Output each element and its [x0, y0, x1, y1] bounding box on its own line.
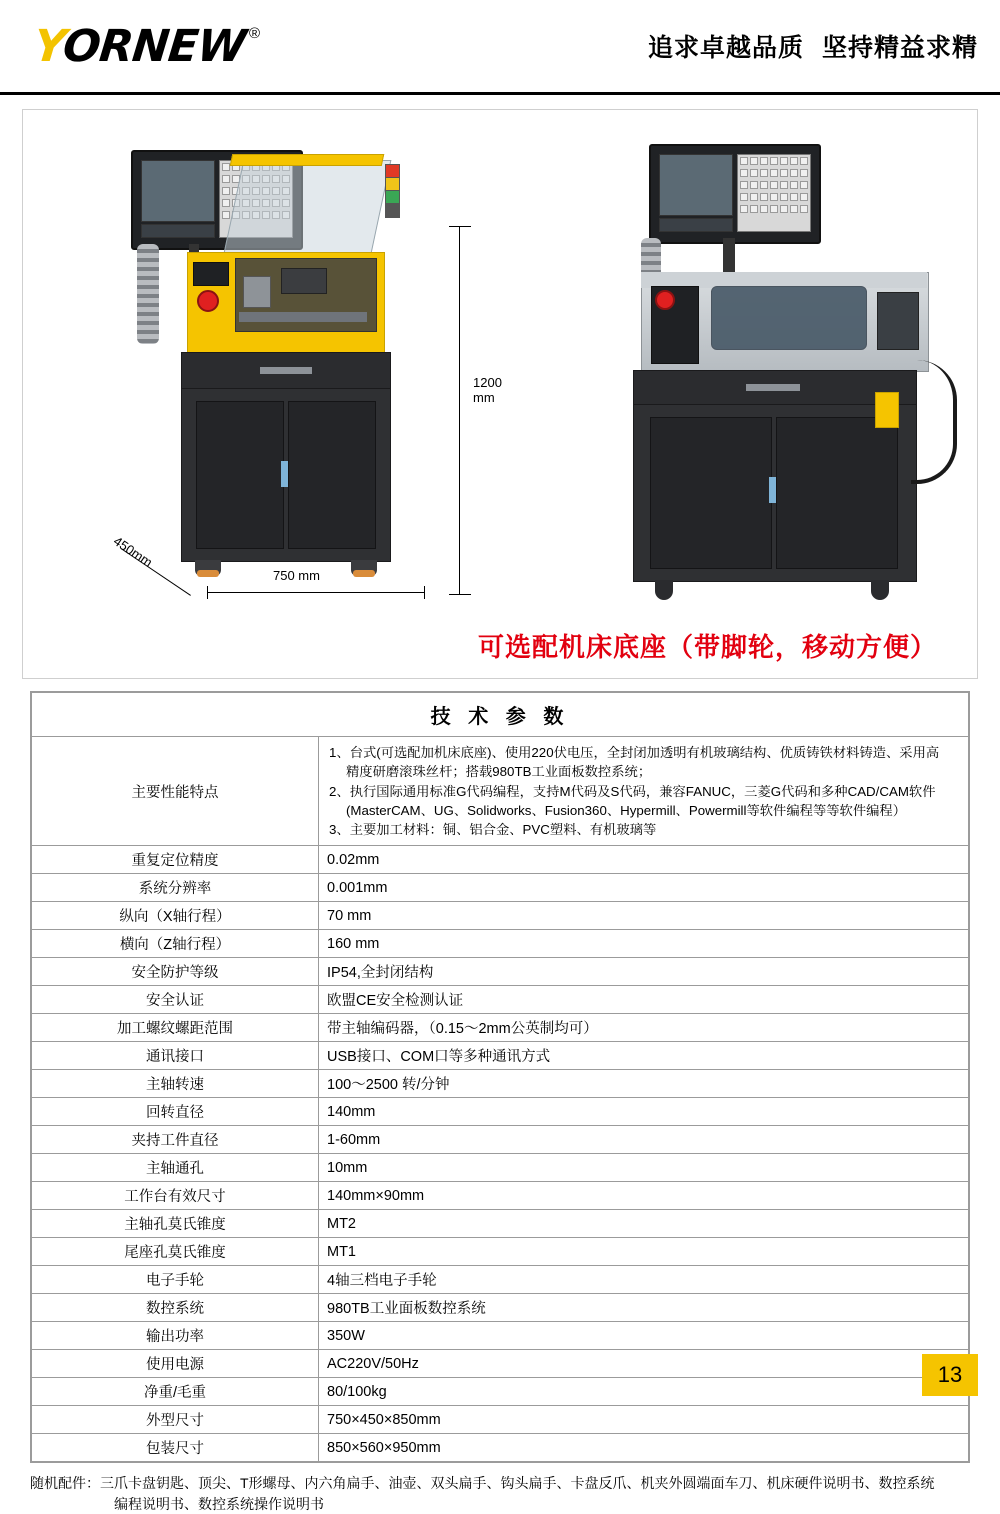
dim-label-height: 1200 mm — [473, 375, 502, 405]
cnc-screen-2 — [659, 154, 733, 216]
table-row — [32, 1350, 969, 1378]
spec-value: AC220V/50Hz — [319, 1350, 969, 1378]
spec-features-label: 主要性能特点 — [32, 737, 319, 846]
spec-value: MT2 — [319, 1210, 969, 1238]
spec-label: 使用电源 — [32, 1350, 319, 1378]
machine-base-cabinet-2 — [633, 404, 917, 582]
table-row — [32, 1434, 969, 1462]
spec-value: 0.02mm — [319, 846, 969, 874]
spec-value: 100～2500 转/分钟 — [319, 1070, 969, 1098]
spec-value: USB接口、COM口等多种通讯方式 — [319, 1042, 969, 1070]
spec-features-value — [319, 737, 969, 846]
logo-text-rest: ORNEW — [60, 20, 248, 72]
spec-value: 70 mm — [319, 902, 969, 930]
specifications-table — [30, 691, 970, 1463]
side-estop-box-2[interactable] — [875, 392, 899, 428]
drawer-handle-2[interactable] — [746, 384, 800, 391]
cnc-screen-1-strip — [141, 224, 215, 238]
spec-value: IP54,全封闭结构 — [319, 958, 969, 986]
feature-line-4: (MasterCAM、UG、Solidworks、Fusion360、Hypermill、Powermill等软件编程等等软件编程） — [346, 802, 907, 818]
control-plate-1 — [193, 262, 229, 286]
table-row — [32, 1322, 969, 1350]
monitor-arm-2 — [723, 238, 735, 276]
slogan-left: 追求卓越品质 — [647, 34, 804, 62]
spec-features-row — [32, 737, 969, 846]
cabinet-door-right-1[interactable] — [288, 401, 376, 549]
spec-value: 350W — [319, 1322, 969, 1350]
cabinet-door-right-2[interactable] — [776, 417, 898, 569]
machine-hood-glass-1 — [223, 160, 392, 258]
cnc-keypad-2 — [737, 154, 811, 232]
spec-label: 安全认证 — [32, 986, 319, 1014]
spec-value: 0.001mm — [319, 874, 969, 902]
spec-value: 980TB工业面板数控系统 — [319, 1294, 969, 1322]
table-row — [32, 902, 969, 930]
table-row — [32, 1294, 969, 1322]
spec-label: 输出功率 — [32, 1322, 319, 1350]
table-row — [32, 874, 969, 902]
cnc-screen-2-strip — [659, 218, 733, 232]
spec-label: 系统分辨率 — [32, 874, 319, 902]
spec-label: 工作台有效尺寸 — [32, 1182, 319, 1210]
dim-tick-height-bottom — [449, 594, 471, 595]
table-row — [32, 1238, 969, 1266]
spec-label: 数控系统 — [32, 1294, 319, 1322]
cnc-screen-1 — [141, 160, 215, 222]
power-cord-2 — [911, 360, 957, 484]
dim-label-width: 750 mm — [273, 568, 320, 583]
table-row — [32, 1406, 969, 1434]
dim-tick-width-left — [207, 586, 208, 599]
machine-base-cabinet-1 — [181, 388, 391, 562]
caster-wheel-right-2 — [871, 580, 889, 600]
dim-line-height — [459, 226, 460, 594]
leveling-foot-left-1 — [195, 560, 221, 576]
header-slogan — [648, 28, 978, 64]
accessories-line-2: 编程说明书、数控系统操作说明书 — [114, 1495, 324, 1512]
accessories-label: 随机配件： — [30, 1475, 100, 1492]
spec-label: 外型尺寸 — [32, 1406, 319, 1434]
spec-value: 750×450×850mm — [319, 1406, 969, 1434]
leveling-foot-right-1 — [351, 560, 377, 576]
emergency-stop-button-1[interactable] — [197, 290, 219, 312]
company-logo — [31, 20, 261, 72]
dim-tick-width-right — [424, 586, 425, 599]
spec-label: 安全防护等级 — [32, 958, 319, 986]
spec-value: 欧盟CE安全检测认证 — [319, 986, 969, 1014]
table-row — [32, 1042, 969, 1070]
logo-wordmark: YORNEW — [31, 20, 248, 72]
feature-line-1: 1、台式(可选配加机床底座)、使用220伏电压，全封闭加透明有机玻璃结构、优质铸铁材料铸造、采用高 — [329, 745, 940, 760]
spec-label: 主轴孔莫氏锥度 — [32, 1210, 319, 1238]
accessories-note — [30, 1473, 970, 1514]
spec-value: MT1 — [319, 1238, 969, 1266]
spindle-chuck-1 — [243, 276, 271, 308]
bed-rail-1 — [239, 312, 367, 322]
spec-label: 主轴转速 — [32, 1070, 319, 1098]
table-row — [32, 1126, 969, 1154]
table-row — [32, 930, 969, 958]
spec-label: 回转直径 — [32, 1098, 319, 1126]
spec-label: 电子手轮 — [32, 1266, 319, 1294]
table-row — [32, 846, 969, 874]
signal-light-tower-1 — [385, 164, 400, 218]
machine-image-enclosed-lathe — [623, 140, 943, 590]
spec-label: 通讯接口 — [32, 1042, 319, 1070]
spec-value: 80/100kg — [319, 1378, 969, 1406]
spec-value: 10mm — [319, 1154, 969, 1182]
spec-title: 技 术 参 数 — [32, 693, 969, 737]
spec-value: 4轴三档电子手轮 — [319, 1266, 969, 1294]
cabinet-door-left-2[interactable] — [650, 417, 772, 569]
table-row — [32, 1266, 969, 1294]
spec-value: 140mm — [319, 1098, 969, 1126]
table-row — [32, 1182, 969, 1210]
table-row — [32, 1014, 969, 1042]
spec-value: 带主轴编码器，（0.15～2mm公英制均可） — [319, 1014, 969, 1042]
accessories-line-1: 三爪卡盘钥匙、顶尖、T形螺母、内六角扁手、油壶、双头扁手、钩头扁手、卡盘反爪、机夹外圆端面车刀、机床硬件说明书、数控系统 — [100, 1475, 935, 1492]
spec-value: 1-60mm — [319, 1126, 969, 1154]
tool-drawer-1[interactable] — [181, 352, 391, 390]
dim-line-width — [207, 592, 425, 593]
cabinet-door-handle-2[interactable] — [769, 477, 776, 503]
spec-label: 横向（Z轴行程） — [32, 930, 319, 958]
machine-hood-frame-1 — [230, 154, 385, 166]
spec-value: 850×560×950mm — [319, 1434, 969, 1462]
table-row — [32, 986, 969, 1014]
cabinet-door-left-1[interactable] — [196, 401, 284, 549]
enclosure-window-2 — [711, 286, 867, 350]
feature-line-2: 精度研磨滚珠丝杆；搭载980TB工业面板数控系统； — [346, 764, 652, 780]
machine-image-yellow-lathe — [110, 140, 502, 590]
spec-value: 140mm×90mm — [319, 1182, 969, 1210]
spec-label: 主轴通孔 — [32, 1154, 319, 1182]
side-access-panel-2 — [877, 292, 919, 350]
product-image-panel — [22, 109, 978, 679]
spec-label: 包装尺寸 — [32, 1434, 319, 1462]
spec-label: 夹持工件直径 — [32, 1126, 319, 1154]
spec-label: 净重/毛重 — [32, 1378, 319, 1406]
coiled-cable-1 — [137, 244, 159, 344]
dim-label-depth: 450mm — [110, 533, 156, 570]
feature-line-5: 3、主要加工材料：铜、铝合金、PVC塑料、有机玻璃等 — [329, 822, 657, 838]
slogan-right: 坚持精益求精 — [821, 34, 978, 62]
spec-label: 纵向（X轴行程） — [32, 902, 319, 930]
table-row — [32, 958, 969, 986]
spec-value: 160 mm — [319, 930, 969, 958]
tool-post-1 — [281, 268, 327, 294]
table-row — [32, 1098, 969, 1126]
accessories-line-1-wrap — [30, 1473, 970, 1493]
page-header — [0, 0, 1000, 92]
feature-line-3: 2、执行国际通用标准G代码编程，支持M代码及S代码，兼容FANUC，三菱G代码和多种CAD/CAM软件 — [329, 783, 936, 799]
table-row — [32, 1378, 969, 1406]
spec-label: 加工螺纹螺距范围 — [32, 1014, 319, 1042]
spec-label: 重复定位精度 — [32, 846, 319, 874]
spec-title-row — [32, 693, 969, 737]
dim-tick-height-top — [449, 226, 471, 227]
cabinet-door-handle-1[interactable] — [281, 461, 288, 487]
drawer-handle-1[interactable] — [260, 367, 312, 374]
emergency-stop-button-2[interactable] — [655, 290, 675, 310]
spec-label: 尾座孔莫氏锥度 — [32, 1238, 319, 1266]
page-number-badge: 13 — [922, 1354, 978, 1396]
caster-wheel-left-2 — [655, 580, 673, 600]
table-row — [32, 1070, 969, 1098]
optional-base-caption: 可选配机床底座（带脚轮，移动方便） — [478, 632, 938, 662]
table-row — [32, 1154, 969, 1182]
registered-trademark-icon: ® — [249, 24, 261, 42]
header-divider — [0, 92, 1000, 95]
cnc-control-panel-2 — [649, 144, 821, 244]
table-row — [32, 1210, 969, 1238]
